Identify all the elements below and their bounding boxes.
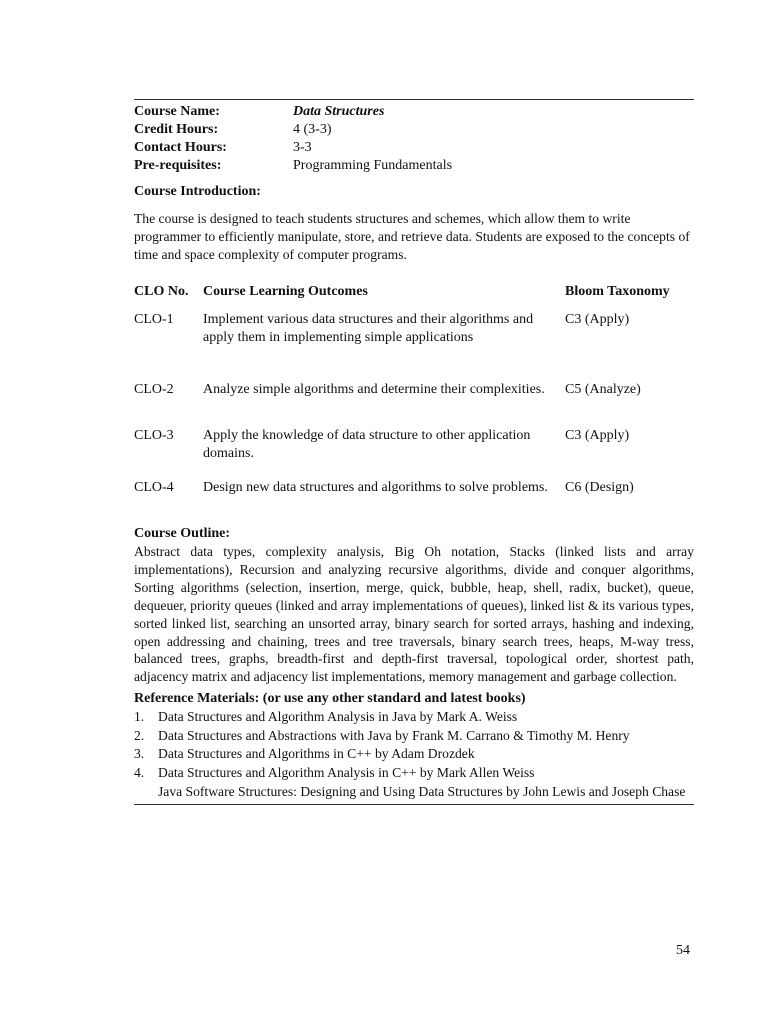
reference-text: Data Structures and Algorithm Analysis in C++ by Mark Allen Weiss (158, 765, 535, 781)
clo-outcome-header: Course Learning Outcomes (203, 284, 368, 299)
reference-list (134, 708, 694, 782)
reference-number: 2. (134, 727, 145, 743)
contact-hours-label: Contact Hours: (134, 140, 227, 155)
clo-no: CLO-2 (134, 382, 174, 397)
course-meta (134, 103, 694, 175)
prerequisites-row (134, 157, 694, 175)
prerequisites-label: Pre-requisites: (134, 158, 222, 173)
reference-item (134, 708, 694, 727)
course-page (134, 99, 694, 805)
clo-row (134, 479, 694, 515)
reference-item (134, 745, 694, 764)
reference-number: 1. (134, 709, 145, 725)
clo-bloom-header: Bloom Taxonomy (565, 284, 670, 299)
course-name-value: Data Structures (293, 104, 385, 119)
clo-bloom: C5 (Analyze) (565, 382, 641, 397)
clo-bloom: C6 (Design) (565, 480, 634, 495)
credit-hours-value: 4 (3-3) (293, 122, 332, 137)
clo-row (134, 381, 694, 417)
reference-number: 4. (134, 765, 145, 781)
course-name-label: Course Name: (134, 104, 220, 119)
course-outline-heading: Course Outline: (134, 526, 231, 541)
clo-no: CLO-1 (134, 312, 174, 327)
credit-hours-row (134, 121, 694, 139)
prerequisites-value: Programming Fundamentals (293, 158, 453, 173)
clo-row (134, 311, 694, 371)
clo-outcome: Analyze simple algorithms and determine their complexities. (203, 382, 545, 397)
credit-hours-label: Credit Hours: (134, 122, 219, 137)
clo-outcome: Design new data structures and algorithms to solve problems. (203, 480, 548, 495)
clo-row (134, 427, 694, 469)
clo-bloom: C3 (Apply) (565, 312, 630, 327)
reference-text: Data Structures and Abstractions with Java by Frank M. Carrano & Timothy M. Henry (158, 727, 630, 743)
course-name-row (134, 103, 694, 121)
clo-no: CLO-4 (134, 480, 174, 495)
clo-outcome: Apply the knowledge of data structure to other application domains. (203, 428, 531, 461)
clo-table (134, 283, 694, 515)
page-number: 54 (676, 943, 690, 958)
reference-text: Data Structures and Algorithm Analysis in Java by Mark A. Weiss (158, 709, 518, 725)
clo-table-header (134, 283, 694, 301)
reference-text: Data Structures and Algorithms in C++ by Adam Drozdek (158, 746, 475, 762)
reference-item (134, 727, 694, 746)
contact-hours-row (134, 139, 694, 157)
course-introduction-heading: Course Introduction: (134, 184, 261, 199)
course-introduction-text: The course is designed to teach students structures and schemes, which allow them to write programmer to efficiently manipulate, store, and retrieve data. Students are exposed to the concepts of time and space complexity of computer programs. (134, 211, 690, 262)
clo-outcome: Implement various data structures and their algorithms and apply them in implementing simple applications (203, 312, 534, 345)
clo-no: CLO-3 (134, 428, 174, 443)
reference-number: 3. (134, 746, 145, 762)
reference-extra-text: Java Software Structures: Designing and Using Data Structures by John Lewis and Joseph Chase (158, 783, 686, 799)
clo-no-header: CLO No. (134, 284, 189, 299)
clo-bloom: C3 (Apply) (565, 428, 630, 443)
course-outline-text: Abstract data types, complexity analysis, Big Oh notation, Stacks (linked lists and array implementations), Recursion and analyzing recursive algorithms, divide and conquer algorithms, Sorting algorithms (selection, insertion, merge, quick, bubble, heap, shell, radix, bucket), queue, dequeuer, priority queues (linked and array implementations of queues), linked list & its various types, sorted linked list, searching an unsorted array, binary search for sorted arrays, hashing and indexing, open addressing and chaining, trees and tree traversals, binary search trees, heaps, M-way tress, balanced trees, graphs, breadth-first and depth-first traversal, topological order, shortest path, adjacency matrix and adjacency list implementations, memory management and garbage collection. (134, 544, 694, 685)
reference-item (134, 764, 694, 783)
bottom-rule (134, 804, 694, 805)
top-rule (134, 99, 694, 100)
reference-materials-heading: Reference Materials: (or use any other standard and latest books) (134, 691, 526, 707)
contact-hours-value: 3-3 (293, 140, 312, 155)
